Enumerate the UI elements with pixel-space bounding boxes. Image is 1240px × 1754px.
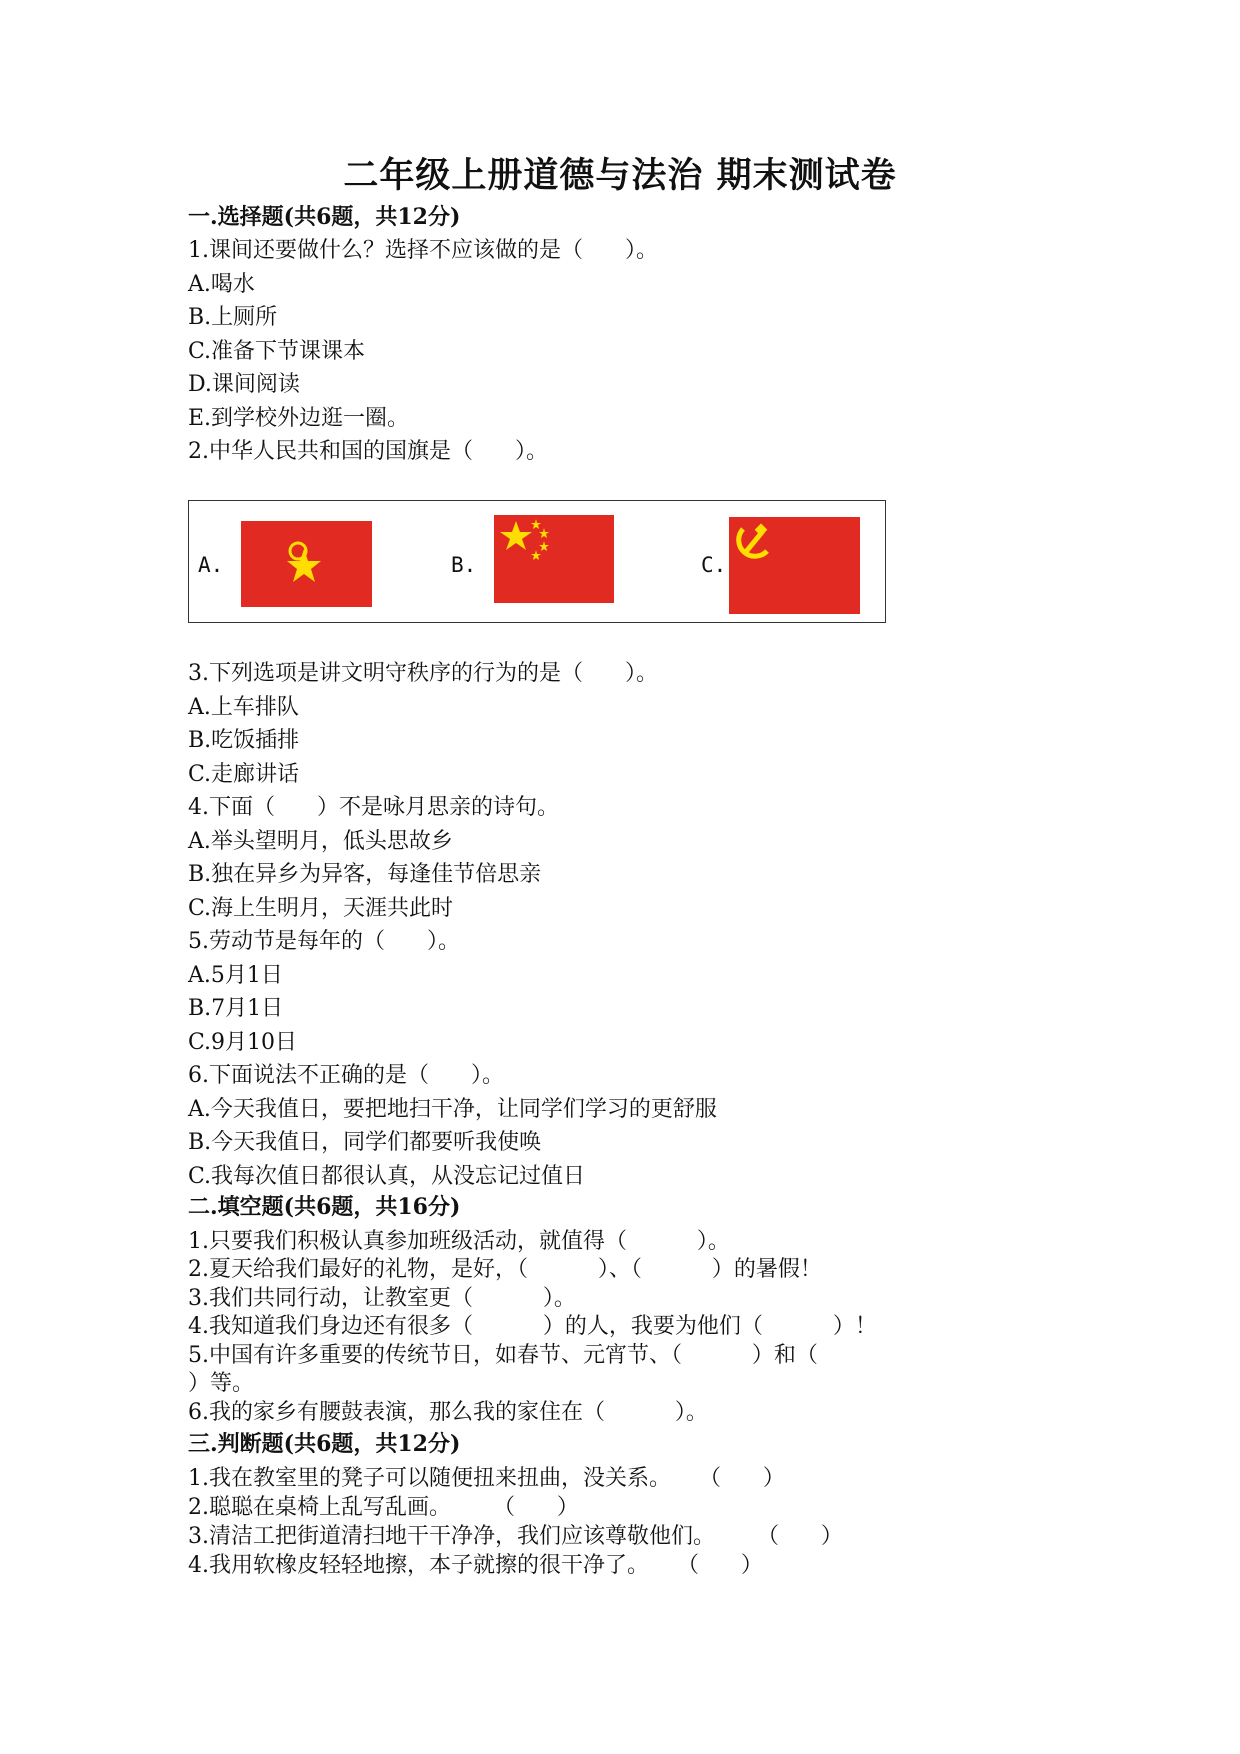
option-line: B.吃饭插排 [188,728,300,753]
question-line: 1.课间还要做什么？选择不应该做的是（ ）。 [188,238,658,263]
option-line: C.9月10日 [188,1030,298,1055]
option-line: A.喝水 [188,272,255,297]
flag-option-label-a: A. [198,553,224,577]
party-flag-icon [729,517,860,614]
question-line: 2.夏天给我们最好的礼物，是好，（ ）、（ ）的暑假！ [188,1257,822,1282]
option-line: A.举头望明月，低头思故乡 [188,829,453,854]
question-line: 4.我知道我们身边还有很多（ ）的人，我要为他们（ ）！ [188,1314,877,1339]
section-heading-fill-in: 二.填空题(共6题，共16分) [188,1194,461,1220]
youth-league-flag-icon [241,521,372,607]
question-line: 5.劳动节是每年的（ ）。 [188,929,460,954]
question-line-continued: ）等。 [188,1371,255,1396]
question-line: 3.清洁工把街道清扫地干干净净，我们应该尊敬他们。 （ ） [188,1524,843,1549]
section-heading-choice: 一.选择题(共6题，共12分) [188,204,461,230]
question-line: 1.我在教室里的凳子可以随便扭来扭曲，没关系。 （ ） [188,1466,785,1491]
option-line: D.课间阅读 [188,372,300,397]
question-line: 6.下面说法不正确的是（ ）。 [188,1063,504,1088]
question-line: 4.下面（ ）不是咏月思亲的诗句。 [188,795,559,820]
option-line: A.今天我值日，要把地扫干净，让同学们学习的更舒服 [188,1097,717,1122]
page-title: 二年级上册道德与法治 期末测试卷 [343,155,897,196]
flag-option-label-c: C. [701,553,727,577]
option-line: A.上车排队 [188,695,299,720]
option-line: C.准备下节课课本 [188,339,366,364]
question-line: 6.我的家乡有腰鼓表演，那么我的家住在（ ）。 [188,1400,708,1425]
option-line: B.独在异乡为异客，每逢佳节倍思亲 [188,862,542,887]
section-heading-true-false: 三.判断题(共6题，共12分) [188,1431,461,1457]
option-line: E.到学校外边逛一圈。 [188,406,410,431]
option-line: C.海上生明月，天涯共此时 [188,896,454,921]
option-line: B.7月1日 [188,996,284,1021]
question-line: 2.聪聪在桌椅上乱写乱画。 （ ） [188,1495,579,1520]
question-line: 5.中国有许多重要的传统节日，如春节、元宵节、（ ）和（ [188,1343,818,1368]
option-line: B.今天我值日，同学们都要听我使唤 [188,1130,542,1155]
question-line: 3.下列选项是讲文明守秩序的行为的是（ ）。 [188,661,658,686]
question-line: 4.我用软橡皮轻轻地擦，本子就擦的很干净了。 （ ） [188,1553,763,1578]
question-line: 2.中华人民共和国的国旗是（ ）。 [188,439,548,464]
question-line: 3.我们共同行动，让教室更（ ）。 [188,1286,576,1311]
national-flag-icon [494,515,614,603]
question-line: 1.只要我们积极认真参加班级活动，就值得（ ）。 [188,1229,730,1254]
flag-option-label-b: B. [451,553,477,577]
flag-options-box [188,500,886,623]
option-line: A.5月1日 [188,963,283,988]
option-line: C.我每次值日都很认真，从没忘记过值日 [188,1164,586,1189]
option-line: B.上厕所 [188,305,278,330]
option-line: C.走廊讲话 [188,762,300,787]
